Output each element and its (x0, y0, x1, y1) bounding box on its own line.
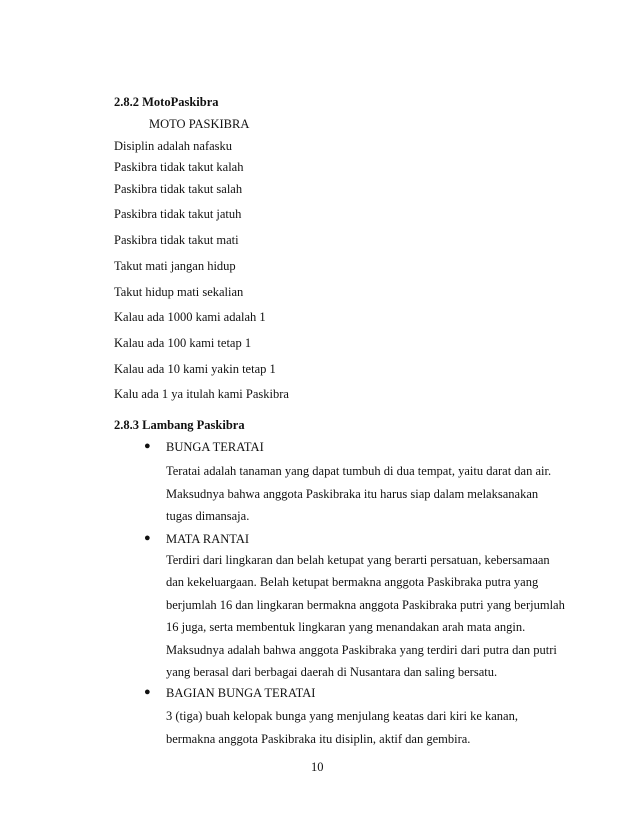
lambang-item-line: Maksudnya bahwa anggota Paskibraka itu harus siap dalam melaksanakan (166, 487, 539, 501)
page-number: 10 (311, 760, 324, 774)
lambang-item-line: bermakna anggota Paskibraka itu disiplin, aktif dan gembira. (166, 732, 471, 746)
section-heading-lambang: 2.8.3 Lambang Paskibra (114, 418, 245, 432)
lambang-item-title: MATA RANTAI (166, 532, 250, 546)
lambang-item-title: BUNGA TERATAI (166, 440, 264, 454)
moto-line: Kalau ada 100 kami tetap 1 (114, 336, 252, 350)
lambang-item-title: BAGIAN BUNGA TERATAI (166, 686, 316, 700)
moto-line: Kalau ada 10 kami yakin tetap 1 (114, 362, 276, 376)
lambang-item-line: dan kekeluargaan. Belah ketupat bermakna anggota Paskibraka putra yang (166, 575, 539, 589)
moto-line: Paskibra tidak takut jatuh (114, 207, 242, 221)
section-heading-moto: 2.8.2 MotoPaskibra (114, 95, 219, 109)
moto-title: MOTO PASKIBRA (149, 117, 250, 131)
lambang-item-line: 16 juga, serta membentuk lingkaran yang menandakan arah mata angin. (166, 620, 526, 634)
lambang-item-line: berjumlah 16 dan lingkaran bermakna anggota Paskibraka putri yang berjumlah (166, 598, 565, 612)
lambang-item-line: yang berasal dari berbagai daerah di Nusantara dan saling bersatu. (166, 665, 498, 679)
bullet-icon: ● (144, 686, 151, 698)
lambang-item-line: Terdiri dari lingkaran dan belah ketupat yang berarti persatuan, kebersamaan (166, 553, 550, 567)
bullet-icon: ● (144, 440, 151, 452)
lambang-item-line: Teratai adalah tanaman yang dapat tumbuh di dua tempat, yaitu darat dan air. (166, 464, 552, 478)
moto-line: Paskibra tidak takut mati (114, 233, 239, 247)
lambang-item-line: Maksudnya adalah bahwa anggota Paskibraka yang terdiri dari putra dan putri (166, 643, 557, 657)
moto-line: Kalu ada 1 ya itulah kami Paskibra (114, 387, 289, 401)
moto-line: Paskibra tidak takut salah (114, 182, 243, 196)
moto-line: Takut hidup mati sekalian (114, 285, 244, 299)
lambang-item-line: tugas dimansaja. (166, 509, 250, 523)
moto-line: Kalau ada 1000 kami adalah 1 (114, 310, 266, 324)
bullet-icon: ● (144, 532, 151, 544)
moto-line: Takut mati jangan hidup (114, 259, 236, 273)
lambang-item-line: 3 (tiga) buah kelopak bunga yang menjulang keatas dari kiri ke kanan, (166, 709, 518, 723)
moto-line: Paskibra tidak takut kalah (114, 160, 244, 174)
moto-line: Disiplin adalah nafasku (114, 139, 233, 153)
